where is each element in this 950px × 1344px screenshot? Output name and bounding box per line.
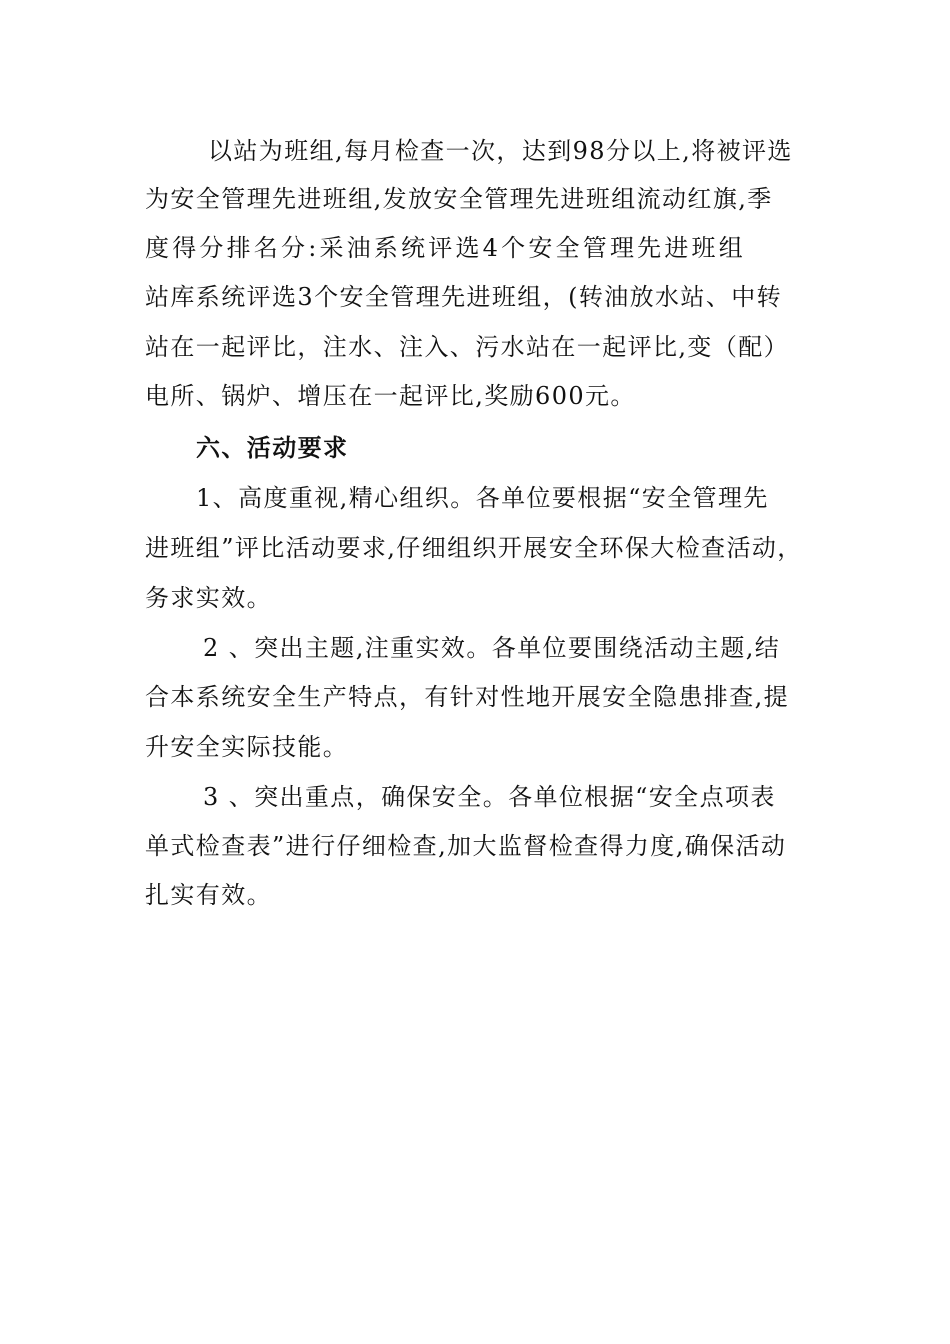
item-3-line-3: 扎实有效。: [145, 881, 272, 909]
item-1-line-1: 1、高度重视,精心组织。各单位要根据“安全管理先: [196, 484, 769, 512]
paragraph-intro-line-5: 站在一起评比，注水、注入、污水站在一起评比,变（配）: [145, 333, 790, 361]
item-2-line-1: 2 、突出主题,注重实效。各单位要围绕活动主题,结: [203, 634, 781, 662]
item-3-line-2: 单式检查表”进行仔细检查,加大监督检查得力度,确保活动: [145, 832, 787, 860]
paragraph-intro-line-1: 以站为班组,每月检查一次，达到98分以上,将被评选: [208, 137, 793, 165]
item-1-line-3: 务求实效。: [145, 584, 272, 612]
paragraph-intro-line-3: 度得分排名分:采油系统评选4个安全管理先进班组: [145, 234, 746, 262]
paragraph-intro-line-6: 电所、锅炉、增压在一起评比,奖励600元。: [145, 382, 636, 410]
paragraph-intro-line-2: 为安全管理先进班组,发放安全管理先进班组流动红旗,季: [145, 185, 773, 213]
item-2-line-2: 合本系统安全生产特点，有针对性地开展安全隐患排查,提: [145, 683, 790, 711]
item-2-line-3: 升安全实际技能。: [145, 733, 349, 761]
item-1-line-2: 进班组”评比活动要求,仔细组织开展安全环保大检查活动，: [145, 534, 803, 562]
item-3-line-1: 3 、突出重点，确保安全。各单位根据“安全点项表: [203, 783, 776, 811]
paragraph-intro-line-4: 站库系统评选3个安全管理先进班组，(转油放水站、中转: [145, 283, 783, 311]
section-heading: 六、活动要求: [196, 433, 349, 462]
